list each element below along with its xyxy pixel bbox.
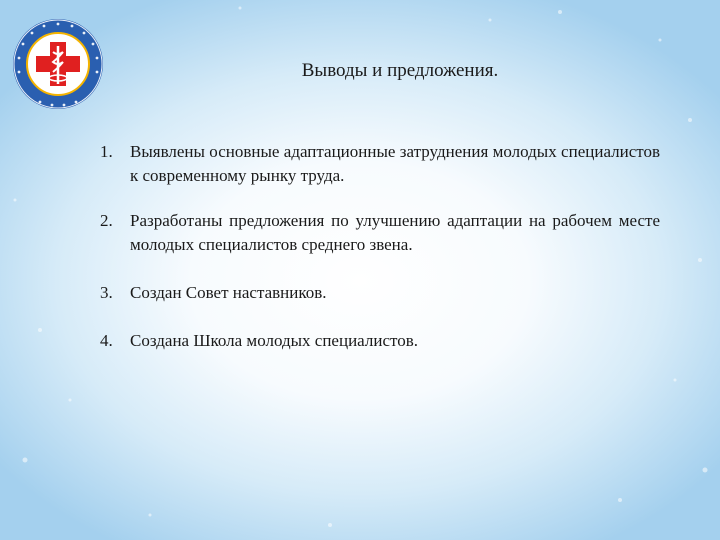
list-item-number: 3. xyxy=(100,283,113,302)
list-item xyxy=(100,140,660,188)
list-item-number: 2. xyxy=(100,211,113,230)
slide-title: Выводы и предложения. xyxy=(301,60,499,81)
list-item-text: Создана Школа молодых специалистов. xyxy=(130,331,418,350)
list-item xyxy=(100,329,660,353)
list-item-text: Разработаны предложения по улучшению адаптации на рабочем месте молодых специалистов среднего звена. xyxy=(130,211,660,254)
list-item xyxy=(100,281,660,305)
list-item-number: 1. xyxy=(100,142,113,161)
list-item-number: 4. xyxy=(100,331,113,350)
list-item-text: Создан Совет наставников. xyxy=(130,283,327,302)
list-item xyxy=(100,209,660,257)
medical-college-logo-icon xyxy=(10,16,106,112)
list-item-text: Выявлены основные адаптационные затруднения молодых специалистов к современному рынку труда. xyxy=(130,142,660,185)
